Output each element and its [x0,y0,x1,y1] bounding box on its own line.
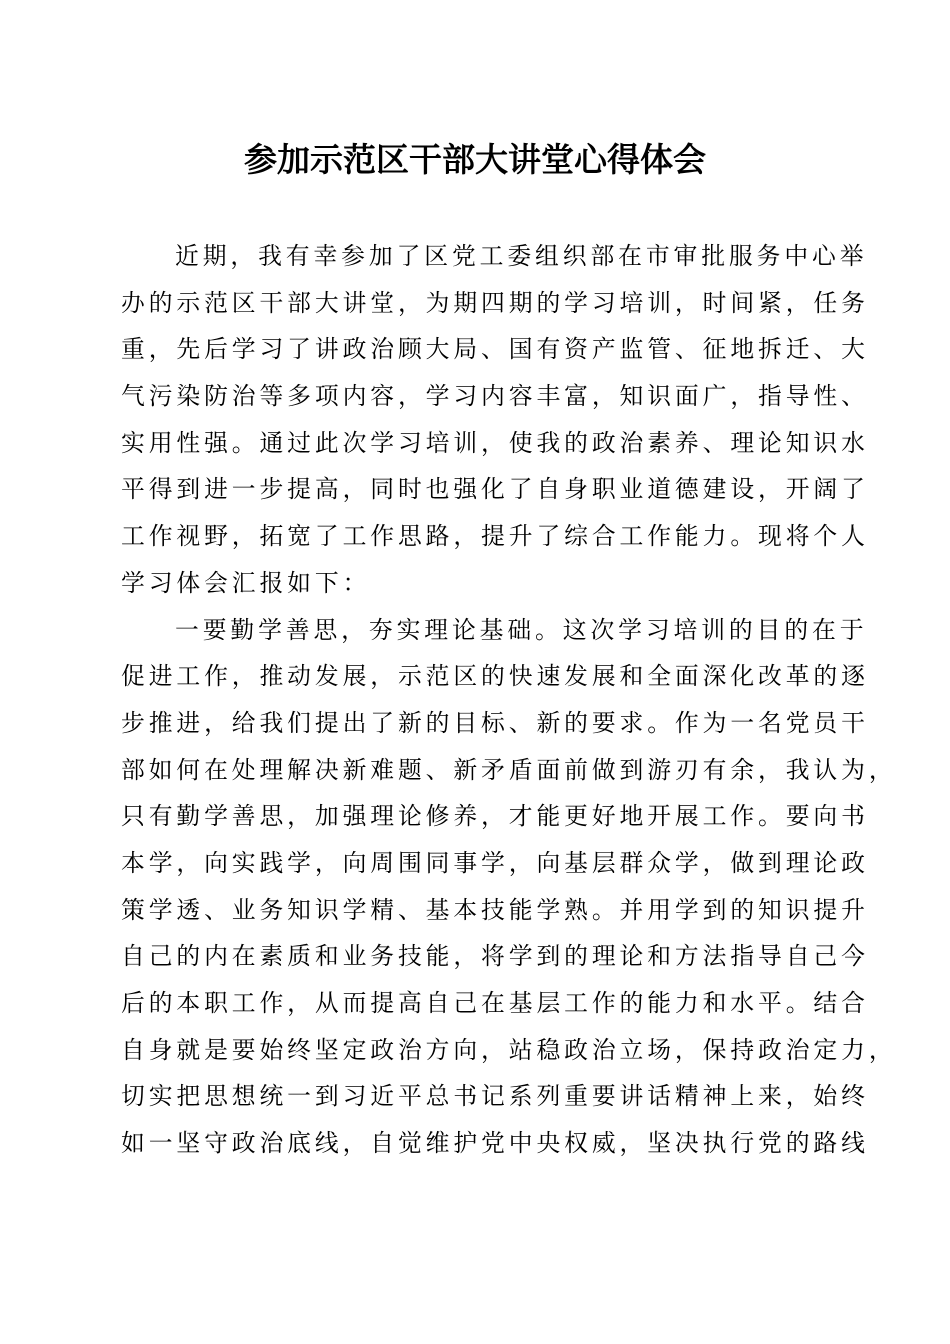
paragraph-2-line-6: 本学，向实践学，向周围同事学，向基层群众学，做到理论政 [121,848,869,877]
paragraph-2-line-4: 部如何在处理解决新难题、新矛盾面前做到游刃有余，我认为， [121,755,897,784]
paragraph-1-line-3: 重，先后学习了讲政治顾大局、国有资产监管、征地拆迁、大 [121,335,869,364]
paragraph-2-line-10: 自身就是要始终坚定政治方向，站稳政治立场，保持政治定力， [121,1035,897,1064]
paragraph-2-line-1: 一要勤学善思，夯实理论基础。这次学习培训的目的在于 [175,615,868,644]
paragraph-1-line-8: 学习体会汇报如下： [121,568,371,597]
paragraph-2-line-5: 只有勤学善思，加强理论修养，才能更好地开展工作。要向书 [121,802,869,831]
paragraph-1-line-2: 办的示范区干部大讲堂，为期四期的学习培训，时间紧，任务 [121,288,869,317]
paragraph-1-line-7: 工作视野，拓宽了工作思路，提升了综合工作能力。现将个人 [121,522,869,551]
paragraph-2-line-2: 促进工作，推动发展，示范区的快速发展和全面深化改革的逐 [121,662,869,691]
paragraph-2-line-3: 步推进，给我们提出了新的目标、新的要求。作为一名党员干 [121,708,869,737]
paragraph-1-line-4: 气污染防治等多项内容，学习内容丰富，知识面广，指导性、 [121,382,869,411]
document-title: 参加示范区干部大讲堂心得体会 [244,140,706,179]
paragraph-2-line-9: 后的本职工作，从而提高自己在基层工作的能力和水平。结合 [121,989,869,1017]
paragraph-2-line-12: 如一坚守政治底线，自觉维护党中央权威，坚决执行党的路线 [121,1129,869,1158]
paragraph-1-line-6: 平得到进一步提高，同时也强化了自身职业道德建设，开阔了 [121,475,869,504]
paragraph-2-line-7: 策学透、业务知识学精、基本技能学熟。并用学到的知识提升 [121,895,869,924]
paragraph-2-line-11: 切实把思想统一到习近平总书记系列重要讲话精神上来，始终 [121,1082,869,1111]
document-body [121,233,897,1167]
paragraph-2-line-8: 自己的内在素质和业务技能，将学到的理论和方法指导自己今 [121,942,869,971]
paragraph-1-line-1: 近期，我有幸参加了区党工委组织部在市审批服务中心举 [175,242,868,270]
paragraph-1-line-5: 实用性强。通过此次学习培训，使我的政治素养、理论知识水 [121,428,869,457]
